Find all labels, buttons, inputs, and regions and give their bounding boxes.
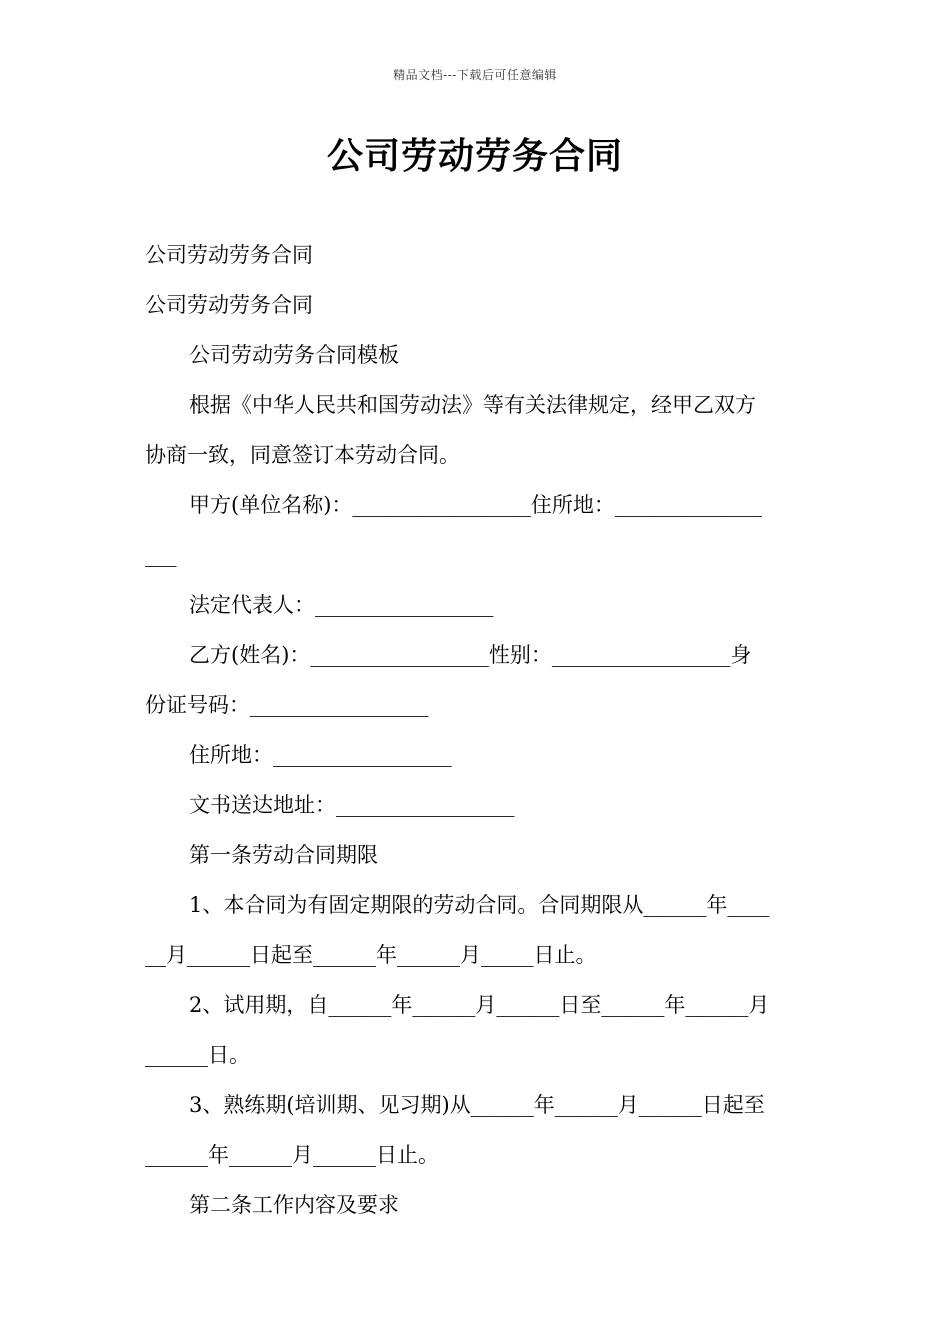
body-line: 乙方(姓名)：_________________性别：_________________身 — [189, 643, 752, 667]
body-line: 1、本合同为有固定期限的劳动合同。合同期限从______年____ — [189, 893, 770, 917]
document-title: 公司劳动劳务合同 — [326, 136, 623, 177]
body-line: 公司劳动劳务合同模板 — [189, 343, 399, 367]
body-line: 份证号码：_________________ — [145, 693, 429, 717]
body-line: 甲方(单位名称)：_________________住所地：______________ — [189, 493, 762, 517]
section-heading: 第二条工作内容及要求 — [189, 1193, 399, 1217]
body-line: 公司劳动劳务合同 — [145, 243, 313, 267]
body-line: ______年______月______日止。 — [145, 1143, 439, 1167]
document-body — [145, 230, 807, 1230]
body-line: 法定代表人：_________________ — [189, 593, 494, 617]
body-line: 2、试用期，自______年______月______日至______年______月 — [189, 993, 770, 1017]
section-heading: 第一条劳动合同期限 — [189, 843, 378, 867]
body-line: 3、熟练期(培训期、见习期)从______年______月______日起至 — [189, 1093, 765, 1117]
body-line: 文书送达地址：_________________ — [189, 793, 515, 817]
body-line: 根据《中华人民共和国劳动法》等有关法律规定，经甲乙双方 — [189, 393, 756, 417]
body-line: __月______日起至______年______月_____日止。 — [145, 943, 597, 967]
header-note: 精品文档---下载后可任意编辑 — [393, 68, 557, 82]
body-line: 协商一致，同意签订本劳动合同。 — [145, 443, 460, 467]
body-line: 住所地：_________________ — [189, 743, 452, 767]
body-line: ______日。 — [145, 1043, 250, 1067]
body-line: ___ — [145, 543, 177, 567]
body-line: 公司劳动劳务合同 — [145, 293, 313, 317]
